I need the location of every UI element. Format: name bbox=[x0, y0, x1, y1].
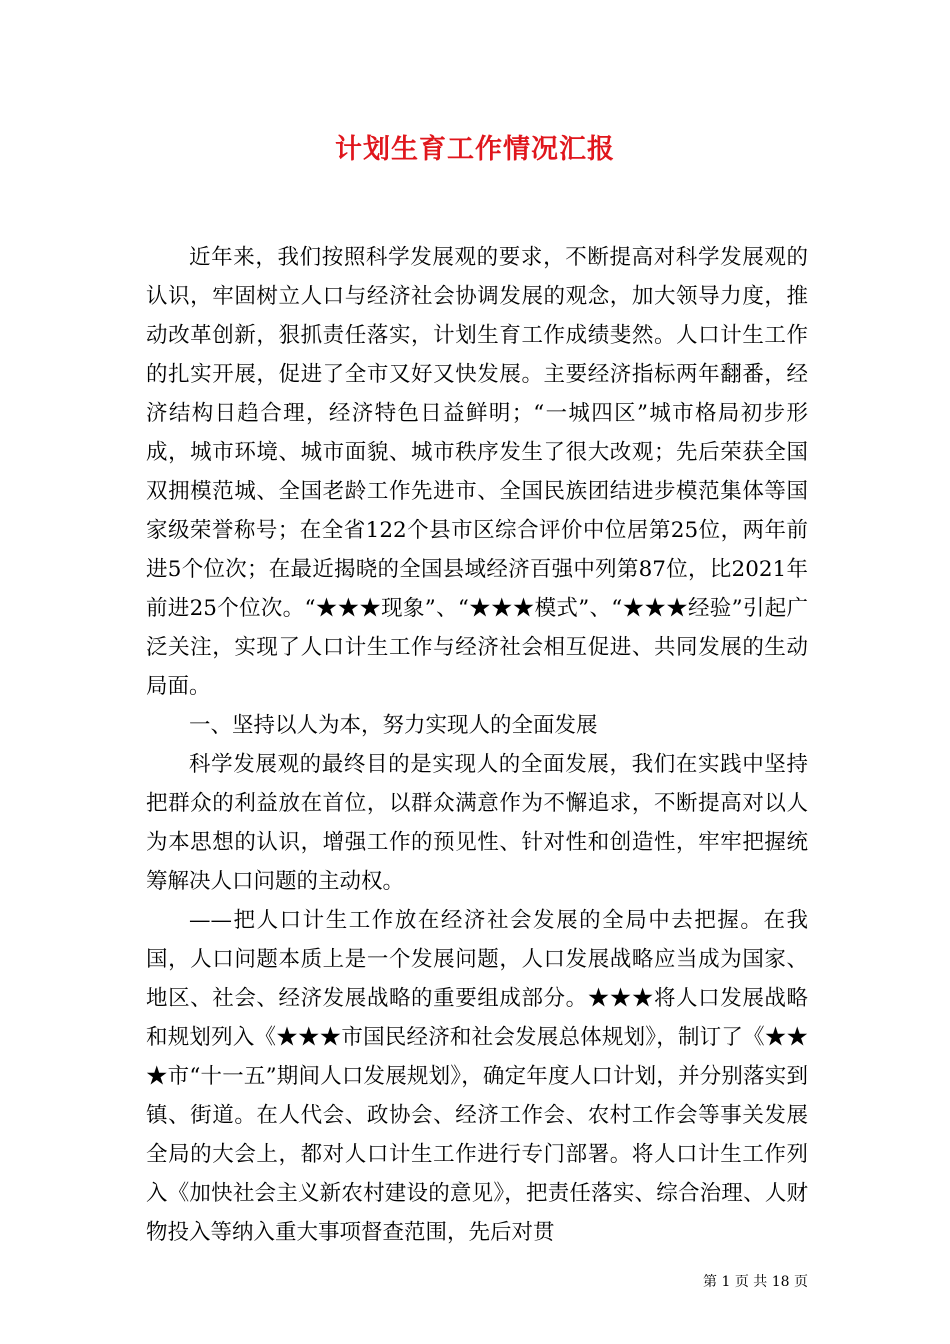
document-title: 计划生育工作情况汇报 bbox=[335, 134, 615, 165]
section-paragraph: 科学发展观的最终目的是实现人的全面发展，我们在实践中坚持把群众的利益放在首位，以群众满意作为不懈追求，不断提高对以人为本思想的认识，增强工作的预见性、针对性和创造性，牢牢把握统筹解决人口问题的主动权。 bbox=[146, 752, 808, 894]
section-paragraph: ——把人口计生工作放在经济社会发展的全局中去把握。在我国，人口问题本质上是一个发展问题，人口发展战略应当成为国家、地区、社会、经济发展战略的重要组成部分。★★★将人口发展战略和规划列入《★★★市国民经济和社会发展总体规划》，制订了《★★★市“十一五”期间人口发展规划》，确定年度人口计划，并分别落实到镇、街道。在人代会、政协会、经济工作会、农村工作会等事关发展全局的大会上，都对人口计生工作进行专门部署。将人口计生工作列入《加快社会主义新农村建设的意见》，把责任落实、综合治理、人财物投入等纳入重大事项督查范围，先后对贯 bbox=[146, 908, 808, 1245]
intro-paragraph: 近年来，我们按照科学发展观的要求，不断提高对科学发展观的认识，牢固树立人口与经济社会协调发展的观念，加大领导力度，推动改革创新，狠抓责任落实，计划生育工作成绩斐然。人口计生工作的扎实开展，促进了全市又好又快发展。主要经济指标两年翻番，经济结构日趋合理，经济特色日益鲜明；“一城四区”城市格局初步形成，城市环境、城市面貌、城市秩序发生了很大改观；先后荣获全国双拥模范城、全国老龄工作先进市、全国民族团结进步模范集体等国家级荣誉称号；在全省122个县市区综合评价中位居第25位，两年前进5个位次；在最近揭晓的全国县域经济百强中列第87位，比2021年前进25个位次。“★★★现象”、“★★★模式”、“★★★经验”引起广泛关注，实现了人口计生工作与经济社会相互促进、共同发展的生动局面。 bbox=[146, 245, 808, 699]
document-body bbox=[146, 238, 808, 1252]
page-number-footer: 第 1 页 共 18 页 bbox=[703, 1274, 808, 1290]
section-heading: 一、坚持以人为本，努力实现人的全面发展 bbox=[189, 713, 598, 738]
